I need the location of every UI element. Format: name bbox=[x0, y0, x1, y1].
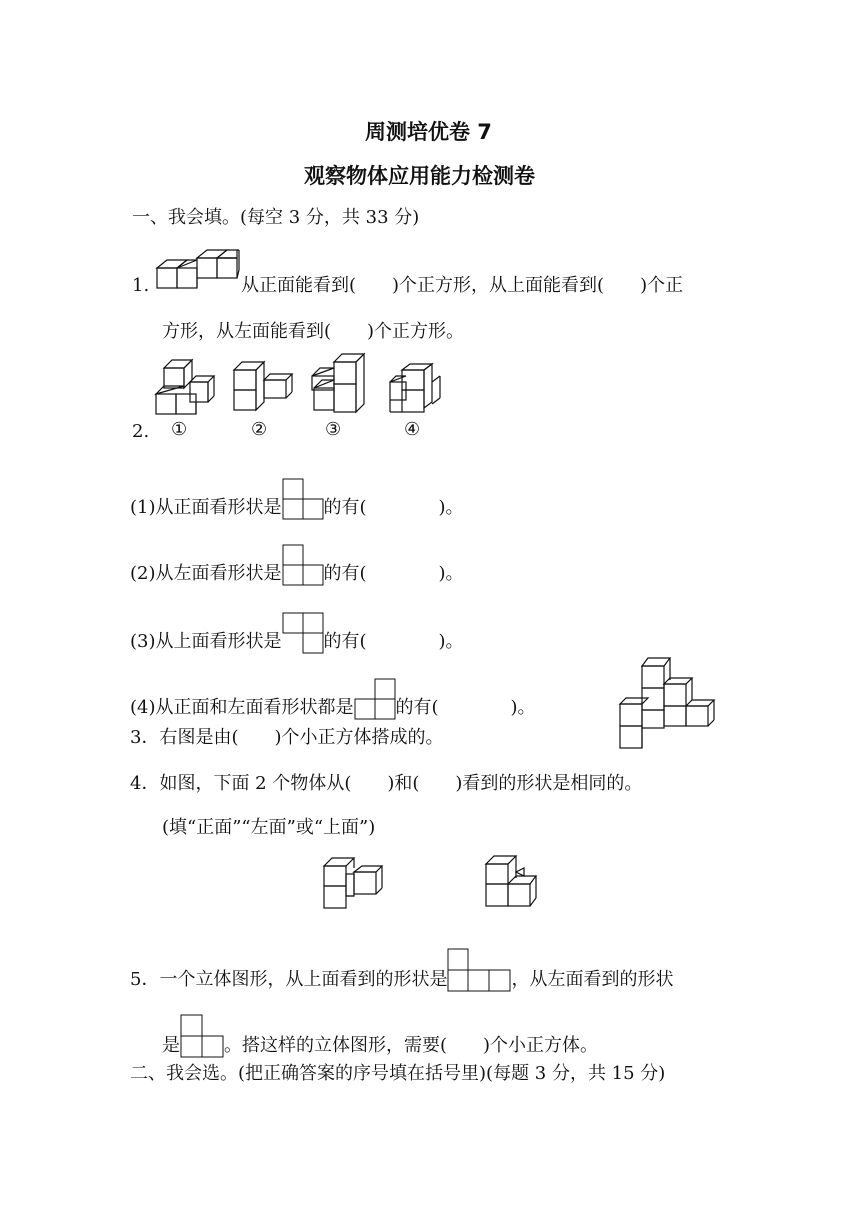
q5-top-view-shape bbox=[447, 948, 511, 992]
q5-line1-prefix: 5．一个立体图形，从上面看到的形状是 bbox=[130, 969, 448, 990]
q2-sub4-shape bbox=[354, 678, 396, 720]
q5-line2-prefix: 是 bbox=[162, 1035, 180, 1056]
q4-figure-right bbox=[482, 852, 542, 912]
q3-cube-figure bbox=[616, 652, 720, 750]
q2-figure-1 bbox=[152, 356, 214, 418]
q5-left-view-shape bbox=[180, 1014, 224, 1058]
q2-figure-3 bbox=[308, 352, 368, 416]
q2-sub1 bbox=[130, 478, 464, 520]
q4-figure-left bbox=[320, 854, 390, 912]
q2-sub4-suffix: 的有( )。 bbox=[395, 697, 536, 718]
q2-sub2-shape bbox=[282, 544, 324, 586]
q1-line-2: 方形，从左面能看到( )个正方形。 bbox=[162, 321, 465, 342]
q2-label-3: ③ bbox=[325, 419, 342, 440]
q5-line-2 bbox=[162, 1014, 598, 1058]
q3-text: 3．右图是由( )个小正方体搭成的。 bbox=[130, 727, 444, 748]
q2-sub2-suffix: 的有( )。 bbox=[323, 563, 464, 584]
q2-figure-4 bbox=[386, 362, 444, 418]
q2-sub3-suffix: 的有( )。 bbox=[323, 631, 464, 652]
q2-sub3-shape bbox=[282, 612, 324, 654]
page-subtitle: 观察物体应用能力检测卷 bbox=[304, 164, 535, 188]
section-1-heading: 一、我会填。(每空 3 分，共 33 分) bbox=[132, 207, 420, 228]
q4-line-2: (填“正面”“左面”或“上面”) bbox=[162, 817, 376, 838]
q2-label-4: ④ bbox=[404, 419, 421, 440]
section-2-heading: 二、我会选。(把正确答案的序号填在括号里)(每题 3 分，共 15 分) bbox=[130, 1063, 666, 1084]
q2-label-1: ① bbox=[171, 419, 188, 440]
q2-sub1-suffix: 的有( )。 bbox=[323, 497, 464, 518]
q2-sub2-prefix: (2)从左面看形状是 bbox=[130, 563, 282, 584]
q2-sub2 bbox=[130, 544, 464, 586]
q2-number: 2. bbox=[132, 421, 150, 442]
q1-line-1: 从正面能看到( )个正方形，从上面能看到( )个正 bbox=[241, 275, 684, 296]
q5-line2-suffix: 。搭这样的立体图形，需要( )个小正方体。 bbox=[224, 1035, 599, 1056]
q1-number: 1. bbox=[132, 275, 150, 296]
q2-figure-2 bbox=[230, 358, 292, 414]
q5-line1-suffix: ，从左面看到的形状 bbox=[511, 969, 674, 990]
q2-sub4-prefix: (4)从正面和左面看形状都是 bbox=[130, 697, 354, 718]
q2-sub3-prefix: (3)从上面看形状是 bbox=[130, 631, 282, 652]
q2-sub1-shape bbox=[282, 478, 324, 520]
q4-line-1: 4．如图，下面 2 个物体从( )和( )看到的形状是相同的。 bbox=[130, 773, 643, 794]
q2-sub1-prefix: (1)从正面看形状是 bbox=[130, 497, 282, 518]
q2-sub3 bbox=[130, 612, 464, 654]
q5-line-1 bbox=[130, 948, 673, 992]
q2-sub4 bbox=[130, 678, 536, 720]
q1-cube-figure bbox=[155, 246, 243, 292]
page-title: 周测培优卷 7 bbox=[365, 120, 492, 144]
q2-label-2: ② bbox=[251, 419, 268, 440]
